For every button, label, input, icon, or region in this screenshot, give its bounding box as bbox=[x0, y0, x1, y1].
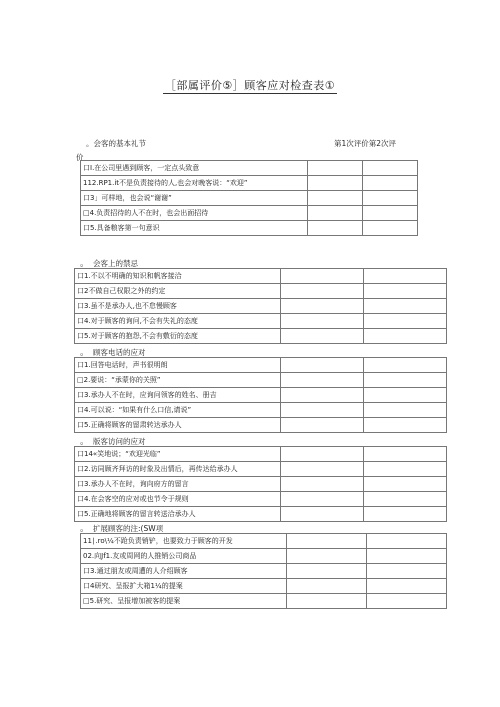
checklist-item-text: 口2.访同顾齐拜访的时象及出情后，再传达给承办人 bbox=[75, 462, 281, 477]
checklist-table bbox=[74, 268, 447, 344]
checklist-row bbox=[81, 191, 418, 206]
first-evaluation-cell[interactable] bbox=[281, 284, 364, 299]
checklist-item-text: 口5.正确将顾客的留肃转达承办人 bbox=[75, 418, 281, 433]
checklist-item-text: 口4.可以说：“如果有什么口信,请说” bbox=[75, 403, 281, 418]
second-evaluation-cell[interactable] bbox=[363, 176, 418, 191]
checklist-row bbox=[75, 462, 447, 477]
checklist-item-text: □4.负责招待的人不在时，也会出面招待 bbox=[81, 206, 308, 221]
checklist-table bbox=[74, 357, 447, 433]
second-evaluation-cell[interactable] bbox=[364, 284, 447, 299]
second-evaluation-cell[interactable] bbox=[364, 492, 447, 507]
checklist-item-text: 口5.对于顾客的抱怨,不会有敷衍的态度 bbox=[75, 329, 281, 344]
checklist-item-text: 口14«笑地说；“欢迎光临” bbox=[75, 447, 281, 462]
evaluation-columns-label-continued: 价 bbox=[76, 153, 84, 162]
checklist-row bbox=[81, 549, 447, 564]
checklist-row bbox=[75, 358, 447, 373]
checklist-row bbox=[75, 314, 447, 329]
checklist-item-text: 02.向Jf1.友或周网的人推销公司商品 bbox=[81, 549, 287, 564]
checklist-table bbox=[74, 446, 447, 522]
checklist-row bbox=[75, 403, 447, 418]
second-evaluation-cell[interactable] bbox=[367, 549, 447, 564]
second-evaluation-cell[interactable] bbox=[364, 373, 447, 388]
section-title: 。 顾客电话的应对 bbox=[80, 348, 146, 358]
checklist-row bbox=[81, 579, 447, 594]
page-title-text: ［部属评价⑤］顾客应对检查表① bbox=[164, 79, 336, 92]
second-evaluation-cell[interactable] bbox=[367, 534, 447, 549]
first-evaluation-cell[interactable] bbox=[308, 191, 363, 206]
first-evaluation-cell[interactable] bbox=[281, 492, 364, 507]
first-evaluation-cell[interactable] bbox=[287, 564, 367, 579]
checklist-item-text: 口3」可样地，也会说“谢谢” bbox=[81, 191, 308, 206]
checklist-item-text: 口3.通过朋友或周遭的人介绍顾客 bbox=[81, 564, 287, 579]
checklist-item-text: 口5.正确地将顾客的留言转送洽承办人 bbox=[75, 507, 281, 522]
checklist-row bbox=[75, 269, 447, 284]
checklist-row bbox=[81, 176, 418, 191]
checklist-item-text: 口4研究、呈报扩大箱1¼的提案 bbox=[81, 579, 287, 594]
checklist-item-text: 口3.承办人不在时，应询问领客的姓名、册吉 bbox=[75, 388, 281, 403]
first-evaluation-cell[interactable] bbox=[281, 418, 364, 433]
checklist-row bbox=[81, 161, 418, 176]
section-title-text: 会客的基本礼节 bbox=[93, 139, 146, 148]
checklist-item-text: 口1.回答电话时，声书很明朗 bbox=[75, 358, 281, 373]
first-evaluation-cell[interactable] bbox=[281, 462, 364, 477]
checklist-item-text: 口3.承办人不在时，询向府方的留言 bbox=[75, 477, 281, 492]
checklist-row bbox=[81, 534, 447, 549]
first-evaluation-cell[interactable] bbox=[281, 299, 364, 314]
second-evaluation-cell[interactable] bbox=[367, 564, 447, 579]
first-evaluation-cell[interactable] bbox=[287, 594, 367, 609]
checklist-row bbox=[75, 492, 447, 507]
first-evaluation-cell[interactable] bbox=[281, 388, 364, 403]
second-evaluation-cell[interactable] bbox=[364, 447, 447, 462]
checklist-row bbox=[75, 418, 447, 433]
checklist-item-text: 11∣.ro\¼不跄负责销铲，也要致力于顾客的开发 bbox=[81, 534, 287, 549]
second-evaluation-cell[interactable] bbox=[367, 594, 447, 609]
checklist-table bbox=[80, 533, 447, 609]
checklist-item-text: 口5.具备粮客第一句意识 bbox=[81, 221, 308, 236]
second-evaluation-cell[interactable] bbox=[364, 418, 447, 433]
section-title: 。会客的基本礼节 bbox=[86, 139, 146, 148]
first-evaluation-cell[interactable] bbox=[308, 221, 363, 236]
evaluation-columns-label: 第1次评价第2次评 bbox=[334, 139, 397, 148]
second-evaluation-cell[interactable] bbox=[364, 314, 447, 329]
checklist-row bbox=[81, 221, 418, 236]
first-evaluation-cell[interactable] bbox=[281, 507, 364, 522]
checklist-table bbox=[80, 160, 418, 236]
first-evaluation-cell[interactable] bbox=[287, 534, 367, 549]
checklist-item-text: □2.要说：“承蒙你的关照” bbox=[75, 373, 281, 388]
checklist-item-text: □5.研究、呈报增加被客的提案 bbox=[81, 594, 287, 609]
second-evaluation-cell[interactable] bbox=[367, 579, 447, 594]
first-evaluation-cell[interactable] bbox=[281, 373, 364, 388]
second-evaluation-cell[interactable] bbox=[363, 206, 418, 221]
checklist-row bbox=[75, 477, 447, 492]
first-evaluation-cell[interactable] bbox=[281, 314, 364, 329]
second-evaluation-cell[interactable] bbox=[364, 403, 447, 418]
section-title: 。 版客访问的应对 bbox=[80, 437, 146, 447]
checklist-row bbox=[81, 594, 447, 609]
section-title-text: 版客访问的应对 bbox=[93, 437, 146, 446]
first-evaluation-cell[interactable] bbox=[308, 176, 363, 191]
first-evaluation-cell[interactable] bbox=[287, 579, 367, 594]
checklist-row bbox=[75, 388, 447, 403]
section-title: 。 会客上的禁忌 bbox=[80, 259, 139, 269]
second-evaluation-cell[interactable] bbox=[363, 191, 418, 206]
second-evaluation-cell[interactable] bbox=[363, 221, 418, 236]
checklist-item-text: 口4.在会客空的应对或也节令于规则 bbox=[75, 492, 281, 507]
checklist-item-text: 口1.不以不明确的知识和帆客接洽 bbox=[75, 269, 281, 284]
checklist-row bbox=[75, 329, 447, 344]
second-evaluation-cell[interactable] bbox=[364, 507, 447, 522]
checklist-item-text: 口3.虽不是承办人,也不怠慢顾客 bbox=[75, 299, 281, 314]
checklist-row bbox=[75, 373, 447, 388]
section-title: 。 扩展顾客的注:(SW项 bbox=[80, 524, 164, 534]
checklist-item-text: 口4.对于顾客的询问,不会有失礼的态度 bbox=[75, 314, 281, 329]
first-evaluation-cell[interactable] bbox=[281, 269, 364, 284]
checklist-row bbox=[81, 564, 447, 579]
second-evaluation-cell[interactable] bbox=[364, 477, 447, 492]
section-title-text: 顾客电话的应对 bbox=[93, 348, 146, 357]
second-evaluation-cell[interactable] bbox=[364, 269, 447, 284]
second-evaluation-cell[interactable] bbox=[364, 462, 447, 477]
first-evaluation-cell[interactable] bbox=[281, 358, 364, 373]
checklist-row bbox=[75, 299, 447, 314]
page-title bbox=[0, 77, 500, 93]
first-evaluation-cell[interactable] bbox=[281, 403, 364, 418]
second-evaluation-cell[interactable] bbox=[364, 388, 447, 403]
section-title-text: 会客上的禁忌 bbox=[93, 259, 139, 268]
first-evaluation-cell[interactable] bbox=[308, 206, 363, 221]
checklist-row bbox=[75, 284, 447, 299]
checklist-row bbox=[75, 447, 447, 462]
first-evaluation-cell[interactable] bbox=[281, 329, 364, 344]
checklist-row bbox=[75, 507, 447, 522]
checklist-item-text: 口2不做自己权限之外的约定 bbox=[75, 284, 281, 299]
second-evaluation-cell[interactable] bbox=[364, 329, 447, 344]
first-evaluation-cell[interactable] bbox=[287, 549, 367, 564]
section-title-text: 扩展顾客的注:(SW项 bbox=[93, 524, 164, 533]
first-evaluation-cell[interactable] bbox=[281, 447, 364, 462]
checklist-item-text: 口I.在公司里遇到顾客，一定点头致意 bbox=[81, 161, 308, 176]
second-evaluation-cell[interactable] bbox=[363, 161, 418, 176]
checklist-row bbox=[81, 206, 418, 221]
first-evaluation-cell[interactable] bbox=[281, 477, 364, 492]
first-evaluation-cell[interactable] bbox=[308, 161, 363, 176]
second-evaluation-cell[interactable] bbox=[364, 358, 447, 373]
checklist-item-text: 112.RP1.it不是负责接待的人,也会对晚客说：“欢迎” bbox=[81, 176, 308, 191]
second-evaluation-cell[interactable] bbox=[364, 299, 447, 314]
